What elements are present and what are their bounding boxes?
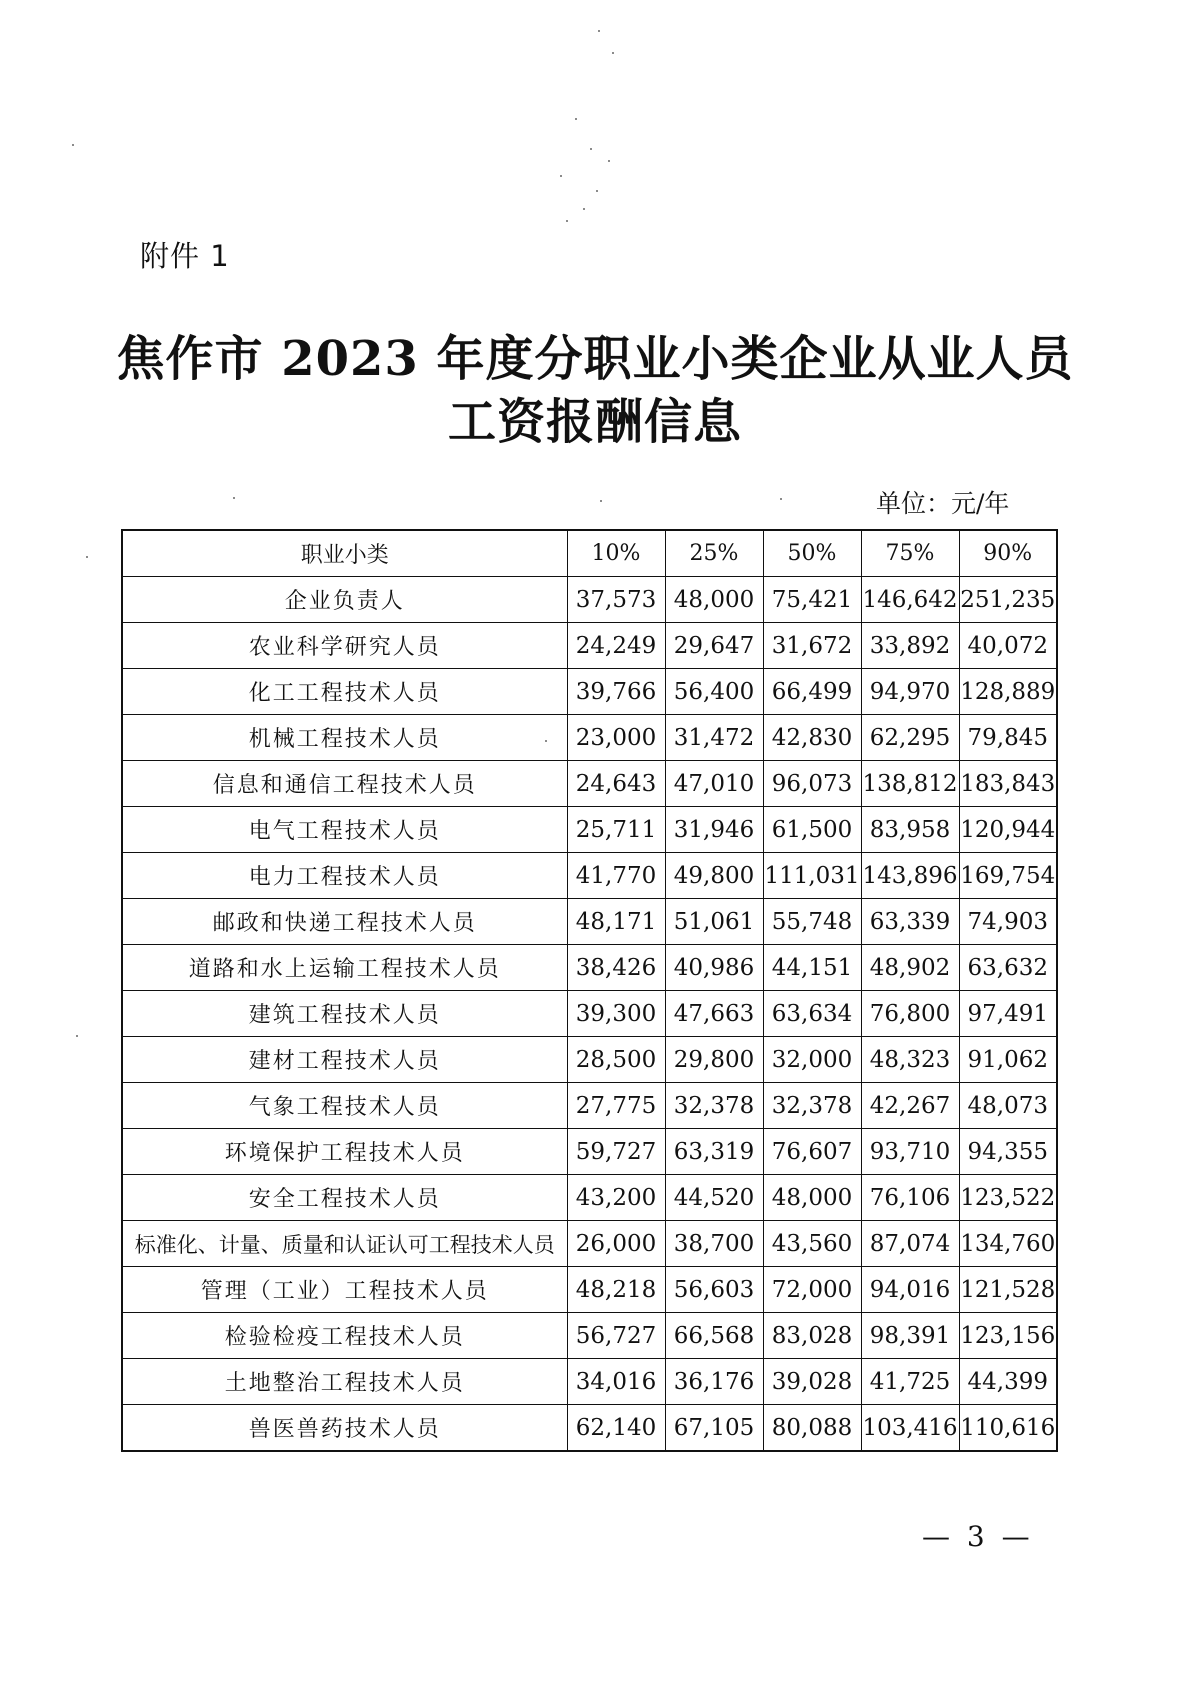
column-header-p10: 10% — [567, 530, 665, 577]
salary-p50-cell: 75,421 — [763, 577, 861, 623]
table-header-row — [122, 530, 1057, 577]
salary-p10-cell: 23,000 — [567, 715, 665, 761]
scan-speck — [583, 208, 585, 210]
occupation-name-cell: 信息和通信工程技术人员 — [122, 761, 567, 807]
table-row — [122, 1083, 1057, 1129]
salary-p75-cell: 94,016 — [861, 1267, 959, 1313]
document-title-line-2: 工资报酬信息 — [447, 394, 742, 450]
salary-p75-cell: 33,892 — [861, 623, 959, 669]
occupation-name-cell: 机械工程技术人员 — [122, 715, 567, 761]
salary-p90-cell: 40,072 — [959, 623, 1057, 669]
salary-p90-cell: 44,399 — [959, 1359, 1057, 1405]
salary-p75-cell: 103,416 — [861, 1405, 959, 1452]
salary-p90-cell: 123,522 — [959, 1175, 1057, 1221]
salary-p90-cell: 169,754 — [959, 853, 1057, 899]
salary-p25-cell: 31,946 — [665, 807, 763, 853]
attachment-label: 附件 1 — [140, 239, 230, 273]
occupation-name-cell: 农业科学研究人员 — [122, 623, 567, 669]
salary-p90-cell: 183,843 — [959, 761, 1057, 807]
column-header-p25: 25% — [665, 530, 763, 577]
salary-p75-cell: 63,339 — [861, 899, 959, 945]
occupation-name-cell: 电气工程技术人员 — [122, 807, 567, 853]
salary-p90-cell: 251,235 — [959, 577, 1057, 623]
salary-p75-cell: 76,800 — [861, 991, 959, 1037]
salary-p50-cell: 66,499 — [763, 669, 861, 715]
salary-p75-cell: 48,323 — [861, 1037, 959, 1083]
salary-p50-cell: 80,088 — [763, 1405, 861, 1452]
salary-p10-cell: 56,727 — [567, 1313, 665, 1359]
salary-p25-cell: 48,000 — [665, 577, 763, 623]
salary-p50-cell: 96,073 — [763, 761, 861, 807]
scan-speck — [575, 118, 577, 120]
salary-p10-cell: 27,775 — [567, 1083, 665, 1129]
salary-p50-cell: 72,000 — [763, 1267, 861, 1313]
salary-p10-cell: 48,171 — [567, 899, 665, 945]
salary-p10-cell: 39,300 — [567, 991, 665, 1037]
occupation-name-cell: 邮政和快递工程技术人员 — [122, 899, 567, 945]
scan-speck — [596, 190, 598, 192]
occupation-name-cell: 兽医兽药技术人员 — [122, 1405, 567, 1452]
salary-p10-cell: 24,643 — [567, 761, 665, 807]
salary-p50-cell: 31,672 — [763, 623, 861, 669]
salary-p90-cell: 110,616 — [959, 1405, 1057, 1452]
table-row — [122, 1129, 1057, 1175]
column-header-p50: 50% — [763, 530, 861, 577]
occupation-name-cell: 企业负责人 — [122, 577, 567, 623]
table-row — [122, 1267, 1057, 1313]
salary-p50-cell: 32,000 — [763, 1037, 861, 1083]
salary-p25-cell: 36,176 — [665, 1359, 763, 1405]
salary-p75-cell: 76,106 — [861, 1175, 959, 1221]
salary-p75-cell: 94,970 — [861, 669, 959, 715]
salary-p90-cell: 91,062 — [959, 1037, 1057, 1083]
salary-p75-cell: 146,642 — [861, 577, 959, 623]
page-number: — 3 — — [922, 1520, 1034, 1553]
occupation-name-cell: 环境保护工程技术人员 — [122, 1129, 567, 1175]
salary-p90-cell: 74,903 — [959, 899, 1057, 945]
scan-speck — [560, 175, 562, 177]
salary-p50-cell: 44,151 — [763, 945, 861, 991]
salary-p10-cell: 62,140 — [567, 1405, 665, 1452]
salary-p25-cell: 40,986 — [665, 945, 763, 991]
table-row — [122, 1359, 1057, 1405]
salary-p90-cell: 120,944 — [959, 807, 1057, 853]
salary-p90-cell: 79,845 — [959, 715, 1057, 761]
salary-p75-cell: 83,958 — [861, 807, 959, 853]
salary-p10-cell: 25,711 — [567, 807, 665, 853]
table-row — [122, 1221, 1057, 1267]
table-row — [122, 623, 1057, 669]
salary-p90-cell: 48,073 — [959, 1083, 1057, 1129]
scan-speck — [86, 556, 88, 558]
salary-p10-cell: 39,766 — [567, 669, 665, 715]
salary-p10-cell: 43,200 — [567, 1175, 665, 1221]
occupation-name-cell: 土地整治工程技术人员 — [122, 1359, 567, 1405]
salary-p90-cell: 123,156 — [959, 1313, 1057, 1359]
salary-p50-cell: 32,378 — [763, 1083, 861, 1129]
salary-p25-cell: 31,472 — [665, 715, 763, 761]
salary-p50-cell: 61,500 — [763, 807, 861, 853]
salary-p50-cell: 76,607 — [763, 1129, 861, 1175]
table-row — [122, 1405, 1057, 1452]
salary-p25-cell: 38,700 — [665, 1221, 763, 1267]
salary-p75-cell: 41,725 — [861, 1359, 959, 1405]
salary-p90-cell: 63,632 — [959, 945, 1057, 991]
table-row — [122, 715, 1057, 761]
salary-p25-cell: 32,378 — [665, 1083, 763, 1129]
salary-p25-cell: 67,105 — [665, 1405, 763, 1452]
salary-p75-cell: 143,896 — [861, 853, 959, 899]
occupation-name-cell: 气象工程技术人员 — [122, 1083, 567, 1129]
salary-p90-cell: 134,760 — [959, 1221, 1057, 1267]
table-row — [122, 761, 1057, 807]
table-row — [122, 1037, 1057, 1083]
scan-speck — [612, 52, 614, 54]
scan-speck — [600, 500, 602, 502]
table-row — [122, 669, 1057, 715]
occupation-name-cell: 道路和水上运输工程技术人员 — [122, 945, 567, 991]
salary-p75-cell: 42,267 — [861, 1083, 959, 1129]
salary-p25-cell: 47,663 — [665, 991, 763, 1037]
salary-p10-cell: 34,016 — [567, 1359, 665, 1405]
salary-table — [121, 529, 1058, 1452]
salary-p90-cell: 121,528 — [959, 1267, 1057, 1313]
occupation-name-cell: 安全工程技术人员 — [122, 1175, 567, 1221]
salary-p10-cell: 41,770 — [567, 853, 665, 899]
salary-p10-cell: 38,426 — [567, 945, 665, 991]
salary-p50-cell: 55,748 — [763, 899, 861, 945]
salary-p10-cell: 26,000 — [567, 1221, 665, 1267]
salary-p75-cell: 87,074 — [861, 1221, 959, 1267]
salary-p75-cell: 93,710 — [861, 1129, 959, 1175]
scan-speck — [780, 498, 782, 500]
scan-speck — [566, 220, 568, 222]
salary-p25-cell: 56,603 — [665, 1267, 763, 1313]
salary-p90-cell: 128,889 — [959, 669, 1057, 715]
occupation-name-cell: 化工工程技术人员 — [122, 669, 567, 715]
salary-p10-cell: 48,218 — [567, 1267, 665, 1313]
scan-speck — [233, 497, 235, 499]
salary-p10-cell: 24,249 — [567, 623, 665, 669]
column-header-p75: 75% — [861, 530, 959, 577]
occupation-name-cell: 电力工程技术人员 — [122, 853, 567, 899]
document-title-line-1: 焦作市 2023 年度分职业小类企业从业人员 — [116, 331, 1074, 387]
scan-speck — [72, 144, 74, 146]
salary-p25-cell: 29,800 — [665, 1037, 763, 1083]
salary-p25-cell: 51,061 — [665, 899, 763, 945]
salary-p90-cell: 94,355 — [959, 1129, 1057, 1175]
salary-p25-cell: 29,647 — [665, 623, 763, 669]
occupation-name-cell: 管理（工业）工程技术人员 — [122, 1267, 567, 1313]
salary-p25-cell: 63,319 — [665, 1129, 763, 1175]
table-row — [122, 899, 1057, 945]
table-row — [122, 853, 1057, 899]
salary-p10-cell: 37,573 — [567, 577, 665, 623]
salary-p25-cell: 47,010 — [665, 761, 763, 807]
salary-p25-cell: 56,400 — [665, 669, 763, 715]
scan-speck — [598, 30, 600, 32]
salary-p50-cell: 43,560 — [763, 1221, 861, 1267]
salary-p25-cell: 44,520 — [665, 1175, 763, 1221]
occupation-name-cell: 建材工程技术人员 — [122, 1037, 567, 1083]
salary-p50-cell: 111,031 — [763, 853, 861, 899]
salary-p10-cell: 59,727 — [567, 1129, 665, 1175]
scan-speck — [608, 160, 610, 162]
table-row — [122, 577, 1057, 623]
salary-p50-cell: 39,028 — [763, 1359, 861, 1405]
table-row — [122, 945, 1057, 991]
salary-p25-cell: 49,800 — [665, 853, 763, 899]
occupation-name-cell: 建筑工程技术人员 — [122, 991, 567, 1037]
salary-p50-cell: 42,830 — [763, 715, 861, 761]
occupation-name-cell: 标准化、计量、质量和认证认可工程技术人员 — [122, 1221, 567, 1267]
unit-label: 单位：元/年 — [876, 489, 1010, 518]
salary-p75-cell: 48,902 — [861, 945, 959, 991]
column-header-p90: 90% — [959, 530, 1057, 577]
salary-p50-cell: 83,028 — [763, 1313, 861, 1359]
scan-speck — [590, 148, 592, 150]
salary-p90-cell: 97,491 — [959, 991, 1057, 1037]
salary-p75-cell: 98,391 — [861, 1313, 959, 1359]
table-body — [122, 577, 1057, 1452]
salary-p50-cell: 48,000 — [763, 1175, 861, 1221]
table-row — [122, 1313, 1057, 1359]
column-header-occupation: 职业小类 — [122, 530, 567, 577]
salary-p75-cell: 62,295 — [861, 715, 959, 761]
table-row — [122, 1175, 1057, 1221]
salary-p75-cell: 138,812 — [861, 761, 959, 807]
table-row — [122, 991, 1057, 1037]
occupation-name-cell: 检验检疫工程技术人员 — [122, 1313, 567, 1359]
table-row — [122, 807, 1057, 853]
salary-p50-cell: 63,634 — [763, 991, 861, 1037]
salary-p10-cell: 28,500 — [567, 1037, 665, 1083]
scan-speck — [76, 1035, 78, 1037]
salary-p25-cell: 66,568 — [665, 1313, 763, 1359]
